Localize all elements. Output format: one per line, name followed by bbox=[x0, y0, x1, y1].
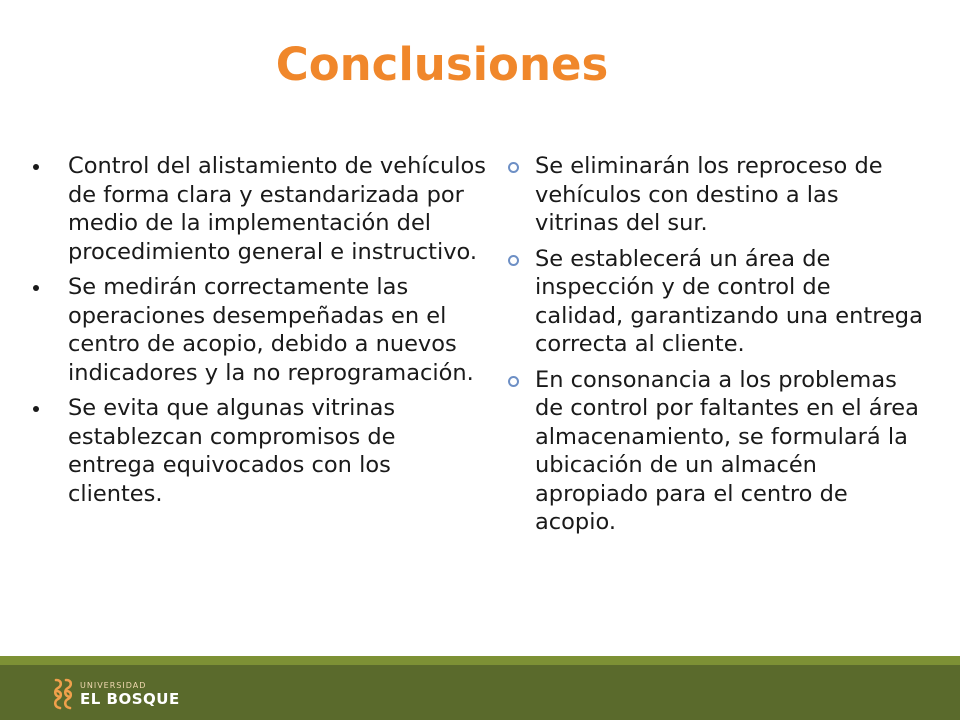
slide-title: Conclusiones bbox=[275, 38, 609, 91]
list-item bbox=[503, 245, 923, 359]
list-item-text: Se evita que algunas vitrinas establezcan compromisos de entrega equivocados con los clientes. bbox=[68, 395, 396, 507]
el-bosque-emblem-icon bbox=[52, 677, 74, 711]
list-item bbox=[503, 152, 923, 238]
bullet-dot-icon bbox=[33, 164, 39, 170]
logo-university-label: UNIVERSIDAD bbox=[80, 680, 147, 690]
right-bullet-list bbox=[503, 152, 923, 544]
bullet-ring-icon bbox=[508, 255, 519, 266]
list-item-text: En consonancia a los problemas de control por faltantes en el área almacenamiento, se formulará la ubicación de un almacén apropiado para el centro de acopio. bbox=[535, 366, 919, 535]
list-item bbox=[30, 273, 490, 387]
bullet-dot-icon bbox=[33, 285, 39, 291]
list-item bbox=[503, 366, 923, 537]
logo-name-label: EL BOSQUE bbox=[80, 689, 180, 708]
list-item-text: Se medirán correctamente las operaciones desempeñadas en el centro de acopio, debido a nuevos indicadores y la no reprogramación. bbox=[68, 274, 474, 386]
list-item-text: Se eliminarán los reproceso de vehículos con destino a las vitrinas del sur. bbox=[535, 153, 883, 236]
list-item-text: Se establecerá un área de inspección y de control de calidad, garantizando una entrega correcta al cliente. bbox=[535, 245, 923, 357]
bullet-dot-icon bbox=[33, 406, 39, 412]
list-item-text: Control del alistamiento de vehículos de forma clara y estandarizada por medio de la implementación del procedimiento general e instructivo. bbox=[68, 153, 486, 265]
list-item bbox=[30, 152, 490, 266]
university-logo bbox=[52, 676, 180, 712]
list-item bbox=[30, 394, 490, 508]
bullet-ring-icon bbox=[508, 162, 519, 173]
bullet-ring-icon bbox=[508, 376, 519, 387]
left-bullet-list bbox=[30, 152, 490, 515]
footer-stripe bbox=[0, 656, 960, 665]
